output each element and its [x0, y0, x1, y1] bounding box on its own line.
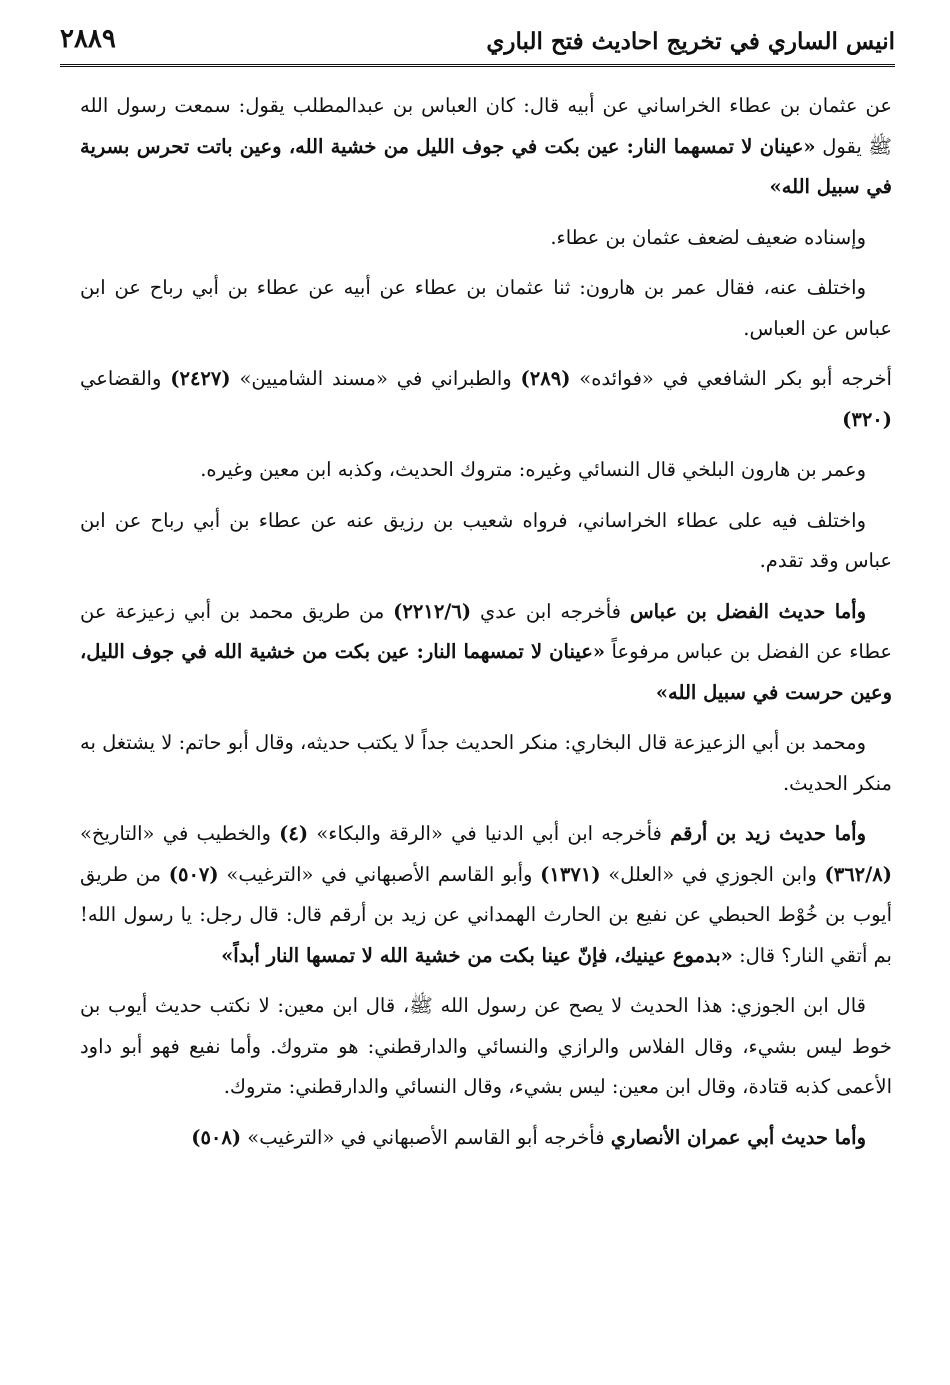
paragraph — [80, 592, 892, 714]
hadith-quote: «عينان لا تمسهما النار: عين بكت في جوف الليل من خشية الله، وعين باتت تحرس بسرية في سبيل الله» — [80, 134, 892, 198]
text-run: من طريق أيوب بن خُوْط الحبطي عن نفيع بن الحارث الهمداني عن زيد بن أرقم قال: قال رجل: يا رسول الله! بم أتقي النار؟ قال: — [80, 862, 892, 967]
text-run: والطبراني في «مسند الشاميين» — [230, 367, 521, 390]
paragraph — [80, 86, 892, 208]
text-run: واختلف فيه على عطاء الخراساني، فرواه شعيب بن رزيق عنه عن عطاء بن أبي رباح عن ابن عباس وقد تقدم. — [80, 508, 892, 572]
text-run: فأخرجه ابن أبي الدنيا في «الرقة والبكاء» — [308, 822, 671, 845]
paragraph — [80, 501, 892, 582]
hadith-quote: «بدموع عينيك، فإنّ عينا بكت من خشية الله لا تمسها النار أبداً» — [221, 943, 733, 967]
text-run: أخرجه أبو بكر الشافعي في «فوائده» — [570, 367, 892, 390]
reference-number: (٢٤٢٧) — [170, 367, 231, 390]
page-number: ٢٨٨٩ — [60, 24, 116, 54]
section-lead: وأما حديث الفضل بن عباس — [629, 599, 866, 623]
section-lead: وأما حديث زيد بن أرقم — [670, 822, 866, 845]
paragraph — [80, 986, 892, 1108]
paragraph — [80, 218, 892, 259]
paragraph — [80, 268, 892, 349]
paragraph — [80, 359, 892, 440]
running-title: انيس الساري في تخريج احاديث فتح الباري — [486, 28, 895, 55]
reference-number: (٣٢٠) — [842, 407, 892, 431]
reference-number: (٢٢١٢/٦) — [393, 599, 472, 623]
paragraph — [80, 723, 892, 804]
text-run: واختلف عنه، فقال عمر بن هارون: ثنا عثمان بن عطاء عن أبيه عن عطاء بن أبي رباح عن ابن عباس عن العباس. — [80, 276, 892, 340]
reference-number: (٥٠٨) — [191, 1125, 242, 1149]
text-run: قال ابن الجوزي: هذا الحديث لا يصح عن رسول الله ﷺ، قال ابن معين: لا نكتب حديث أيوب بن خوط ليس بشيء، وقال الفلاس والرازي والنسائي والدارقطني: هو متروك. وأما نفيع فهو أبو داود الأعمى كذبه قتادة، وقال ابن معين: ليس بشيء، وقال النسائي والدارقطني: متروك. — [80, 994, 892, 1098]
reference-number: (٤) — [279, 822, 309, 845]
text-run: وأبو القاسم الأصبهاني في «الترغيب» — [218, 862, 541, 886]
reference-number: (٢٨٩) — [520, 367, 571, 390]
hadith-quote: «عينان لا تمسهما النار: عين بكت من خشية الله في جوف الليل، وعين حرست في سبيل الله» — [80, 640, 892, 704]
text-run: والقضاعي — [80, 367, 171, 390]
text-run: وابن الجوزي في «العلل» — [600, 862, 825, 886]
text-run: وعمر بن هارون البلخي قال النسائي وغيره: متروك الحديث، وكذبه ابن معين وغيره. — [200, 458, 866, 481]
text-run: ومحمد بن أبي الزعيزعة قال البخاري: منكر الحديث جداً لا يكتب حديثه، وقال أبو حاتم: لا يشتغل به منكر الحديث. — [80, 731, 892, 795]
text-run: من طريق محمد بن أبي زعيزعة عن عطاء عن الفضل بن عباس مرفوعاً — [80, 599, 892, 663]
text-run: وإسناده ضعيف لضعف عثمان بن عطاء. — [550, 225, 866, 249]
text-run: والخطيب في «التاريخ» — [80, 822, 280, 845]
reference-number: (٥٠٧) — [168, 862, 219, 886]
reference-number: (٣٦٢/٨) — [824, 862, 892, 886]
paragraph — [80, 1118, 892, 1159]
section-lead: وأما حديث أبي عمران الأنصاري — [610, 1125, 866, 1149]
page-header — [60, 22, 895, 67]
paragraph — [80, 450, 892, 491]
body-text — [80, 86, 892, 1168]
text-run: فأخرجه أبو القاسم الأصبهاني في «الترغيب» — [241, 1125, 611, 1149]
text-run: فأخرجه ابن عدي — [471, 599, 630, 623]
paragraph — [80, 814, 892, 976]
text-run: عن عثمان بن عطاء الخراساني عن أبيه قال: كان العباس بن عبدالمطلب يقول: سمعت رسول الله ﷺ يقول — [80, 94, 892, 158]
reference-number: (١٣٧١) — [540, 862, 601, 886]
